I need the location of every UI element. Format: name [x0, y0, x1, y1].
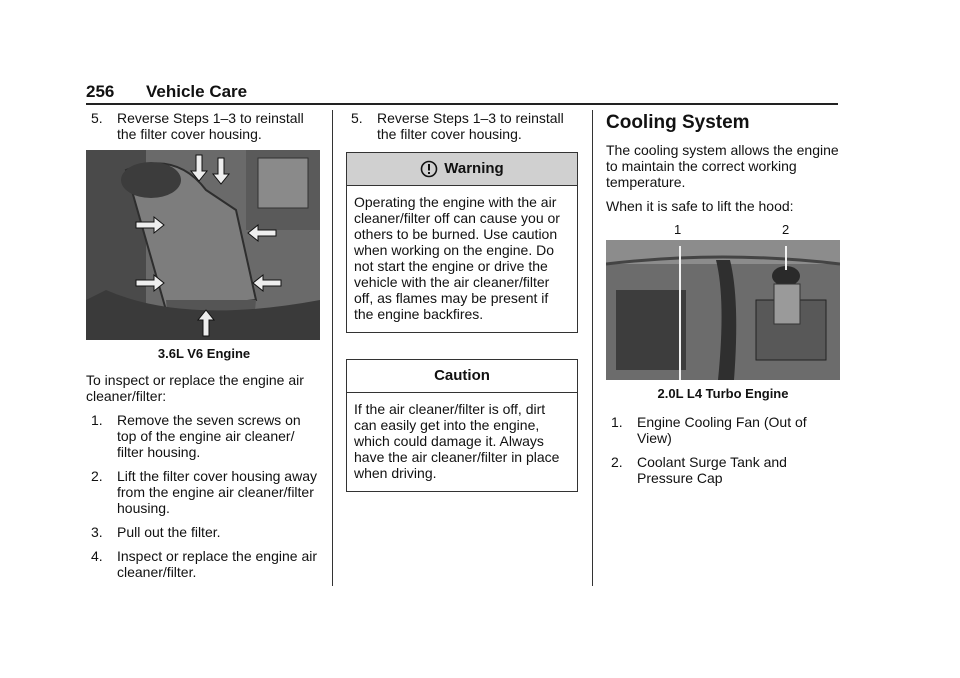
engine-l4-turbo-photo	[606, 240, 840, 380]
step-number: 4.	[91, 548, 103, 564]
figure-caption-l4: 2.0L L4 Turbo Engine	[657, 386, 789, 401]
step-number: 2.	[91, 468, 103, 484]
caution-body: If the air cleaner/filter is off, dirt can easily get into the engine, which could damage it. Always have the air cleaner/filter in place when driving.	[354, 401, 560, 481]
list-item	[606, 454, 840, 486]
item-number: 1.	[611, 414, 623, 430]
warning-icon	[420, 160, 438, 178]
column-2	[346, 110, 578, 492]
list-item	[86, 412, 322, 460]
figure-callouts	[606, 222, 840, 240]
item-text: Engine Cooling Fan (Out of View)	[637, 414, 807, 446]
step-number: 5.	[91, 110, 103, 126]
callout-2: 2	[782, 222, 790, 237]
step-text: Remove the seven screws on top of the engine air cleaner/ filter housing.	[117, 412, 301, 460]
page-number: 256	[86, 82, 115, 101]
list-item	[86, 548, 322, 580]
steps-list	[86, 412, 322, 580]
step-5-reinstall	[86, 110, 322, 142]
engine-v6-photo	[86, 150, 320, 340]
when-safe-text: When it is safe to lift the hood:	[606, 198, 794, 214]
column-3	[606, 110, 840, 494]
list-item	[86, 468, 322, 516]
warning-box	[346, 152, 578, 333]
column-divider	[592, 110, 593, 586]
step-number: 3.	[91, 524, 103, 540]
step-text: Inspect or replace the engine air cleaner/filter.	[117, 548, 318, 580]
section-heading: Cooling System	[606, 112, 750, 133]
item-text: Coolant Surge Tank and Pressure Cap	[637, 454, 787, 486]
figure-caption-v6: 3.6L V6 Engine	[157, 346, 251, 361]
list-item	[606, 414, 840, 446]
column-divider	[332, 110, 333, 586]
warning-title-text: Warning	[444, 160, 504, 177]
warning-title	[347, 153, 577, 186]
callout-list	[606, 414, 840, 486]
caution-box	[346, 359, 578, 492]
cooling-intro: The cooling system allows the engine to maintain the correct working temperature.	[606, 142, 839, 190]
step-text: Reverse Steps 1–3 to reinstall the filter cover housing.	[377, 110, 564, 142]
warning-body: Operating the engine with the air cleaner/filter off can cause you or others to be burned. Use caution when working on the engine. Do not start the engine or drive the vehicle with the air cleaner/filter off, as flames may be present if the engine backfires.	[354, 194, 560, 322]
step-number: 1.	[91, 412, 103, 428]
step-text: Reverse Steps 1–3 to reinstall the filter cover housing.	[117, 110, 304, 142]
item-number: 2.	[611, 454, 623, 470]
step-text: Pull out the filter.	[117, 524, 221, 540]
list-item	[86, 524, 322, 540]
caution-title: Caution	[347, 360, 577, 393]
section-title: Vehicle Care	[146, 82, 248, 101]
column-1	[86, 110, 322, 588]
intro-paragraph: To inspect or replace the engine air cleaner/filter:	[86, 372, 304, 404]
step-text: Lift the filter cover housing away from the engine air cleaner/filter housing.	[117, 468, 317, 516]
step-5-reinstall	[346, 110, 578, 142]
step-number: 5.	[351, 110, 363, 126]
callout-1: 1	[674, 222, 682, 237]
header-rule	[86, 103, 838, 105]
